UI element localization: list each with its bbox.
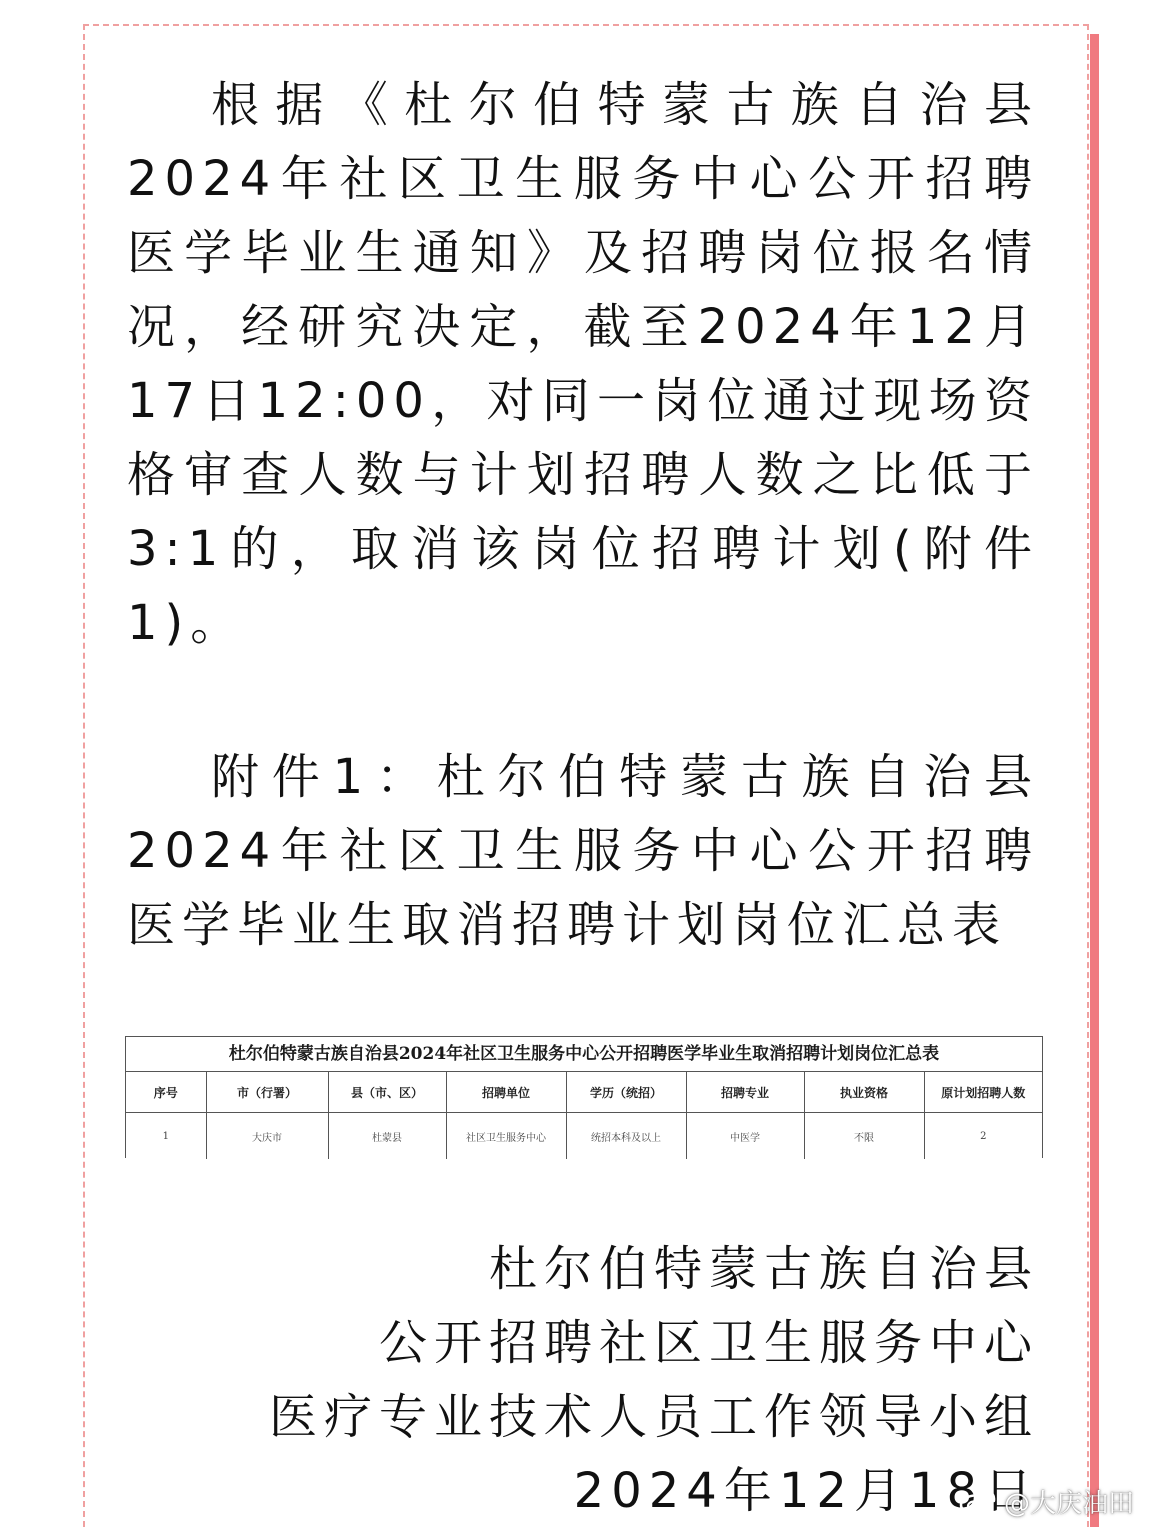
cell-index: 1 <box>126 1113 206 1160</box>
cell-county: 杜蒙县 <box>328 1113 446 1160</box>
weibo-logo-icon <box>958 1486 998 1516</box>
signature-line-2: 公开招聘社区卫生服务中心 <box>378 1315 1039 1371</box>
cell-planned-count: 2 <box>980 1130 987 1142</box>
summary-table-grid <box>126 1072 1042 1159</box>
watermark-text: @大庆油田 <box>1004 1488 1135 1519</box>
table-title: 杜尔伯特蒙古族自治县2024年社区卫生服务中心公开招聘医学毕业生取消招聘计划岗位汇总表 <box>126 1037 1042 1072</box>
notice-paragraph: 根据《杜尔伯特蒙古族自治县2024年社区卫生服务中心公开招聘医学毕业生通知》及招聘岗位报名情况，经研究决定，截至2024年12月17日12:00，对同一岗位通过现场资格审查人数与计划招聘人数之比低于3:1的，取消该岗位招聘计划(附件1)。 <box>127 77 1039 651</box>
table-row <box>126 1113 1042 1160</box>
cell-unit: 社区卫生服务中心 <box>446 1113 566 1160</box>
attachment-title: 附件1：杜尔伯特蒙古族自治县2024年社区卫生服务中心公开招聘医学毕业生取消招聘计划岗位汇总表 <box>127 749 1039 953</box>
signature-block <box>269 1232 1039 1528</box>
cell-major: 中医学 <box>686 1113 804 1160</box>
header-unit: 招聘单位 <box>446 1072 566 1113</box>
summary-table <box>125 1036 1043 1158</box>
header-qualification: 执业资格 <box>804 1072 924 1113</box>
cell-city: 大庆市 <box>206 1113 328 1160</box>
cell-education: 统招本科及以上 <box>566 1113 686 1160</box>
cell-qualification: 不限 <box>804 1113 924 1160</box>
header-education: 学历（统招） <box>566 1072 686 1113</box>
signature-line-1: 杜尔伯特蒙古族自治县 <box>488 1241 1039 1297</box>
header-index: 序号 <box>126 1072 206 1113</box>
signature-line-3: 医疗专业技术人员工作领导小组 <box>268 1389 1039 1445</box>
header-city: 市（行署） <box>206 1072 328 1113</box>
right-accent-bar <box>1090 34 1099 1527</box>
table-header-row <box>126 1072 1042 1113</box>
signature-date: 2024年12月18日 <box>573 1463 1039 1519</box>
header-planned-count: 原计划招聘人数 <box>924 1072 1042 1113</box>
header-major: 招聘专业 <box>686 1072 804 1113</box>
header-county: 县（市、区） <box>328 1072 446 1113</box>
watermark <box>958 1481 1134 1521</box>
